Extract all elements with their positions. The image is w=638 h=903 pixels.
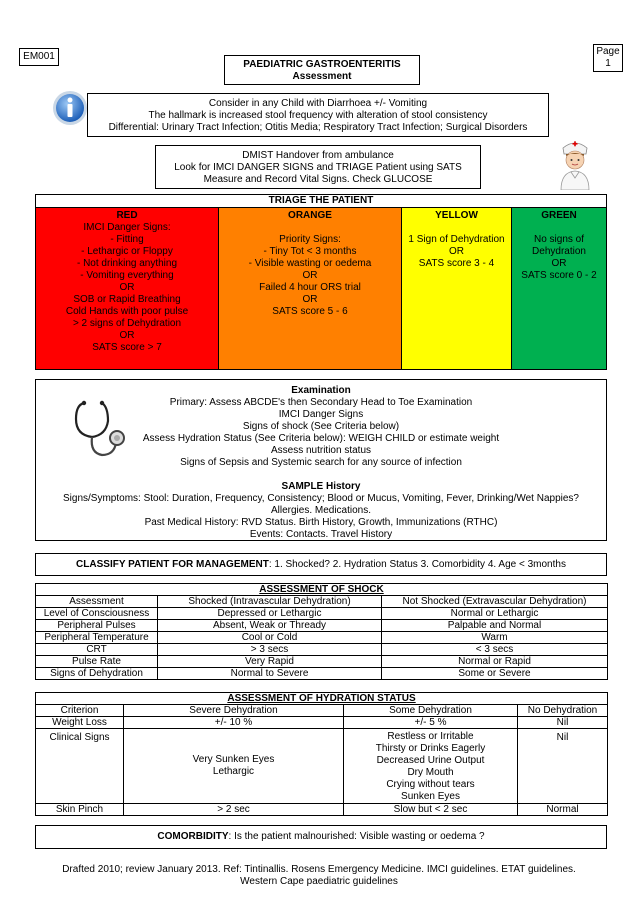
triage-red-line: IMCI Danger Signs: <box>83 222 171 233</box>
triage-orange-line: Failed 4 hour ORS trial <box>259 282 361 293</box>
shock-cell: Signs of Dehydration <box>36 668 158 680</box>
comorbidity-label: COMORBIDITY <box>157 831 229 842</box>
triage-green-line: SATS score 0 - 2 <box>521 270 597 281</box>
table-row <box>36 644 608 656</box>
examination-line: Signs of Sepsis and Systemic search for any source of infection <box>180 457 462 468</box>
hydration-cell <box>124 729 344 804</box>
footer <box>0 864 638 888</box>
clinical-some-line: Decreased Urine Output <box>376 755 485 766</box>
triage-orange-line: OR <box>302 270 318 281</box>
clinical-some-line: Sunken Eyes <box>401 791 460 802</box>
handover-line-1: DMIST Handover from ambulance <box>242 150 394 161</box>
triage-orange-line: SATS score 5 - 6 <box>272 306 348 317</box>
triage-red-line: OR <box>119 330 135 341</box>
triage-orange-line: OR <box>302 294 318 305</box>
intro-line-1: Consider in any Child with Diarrhoea +/- Vomiting <box>208 98 428 109</box>
triage-yellow-line: 1 Sign of Dehydration <box>408 234 505 245</box>
triage-orange-heading: ORANGE <box>288 210 332 221</box>
shock-cell: > 3 secs <box>158 644 382 656</box>
table-row <box>36 804 608 816</box>
shock-cell: Pulse Rate <box>36 656 158 668</box>
shock-cell: Normal to Severe <box>158 668 382 680</box>
shock-header: Not Shocked (Extravascular Dehydration) <box>382 596 608 608</box>
triage-title: TRIAGE THE PATIENT <box>36 195 606 208</box>
table-row <box>36 705 608 717</box>
nurse-icon <box>555 138 595 190</box>
hydration-cell <box>344 729 518 804</box>
shock-cell: CRT <box>36 644 158 656</box>
page-title: PAEDIATRIC GASTROENTERITIS <box>243 59 401 70</box>
classify-label: CLASSIFY PATIENT FOR MANAGEMENT <box>76 559 269 570</box>
triage-orange <box>219 208 402 369</box>
handover-line-3: Measure and Record Vital Signs. Check GLUCOSE <box>203 174 433 185</box>
table-row <box>36 584 608 596</box>
triage-section <box>35 194 607 370</box>
hydration-header: Severe Dehydration <box>124 705 344 717</box>
triage-green <box>512 208 606 369</box>
hydration-cell: Clinical Signs <box>36 729 124 804</box>
intro-box <box>87 93 549 137</box>
handover-box <box>155 145 481 189</box>
triage-red-line: SOB or Rapid Breathing <box>73 294 181 305</box>
comorbidity-box <box>35 825 607 849</box>
triage-red-line: - Not drinking anything <box>76 258 178 269</box>
sample-line: Past Medical History: RVD Status. Birth History, Growth, Immunizations (RTHC) <box>144 517 498 528</box>
examination-line: Primary: Assess ABCDE's then Secondary Head to Toe Examination <box>169 397 473 408</box>
hydration-cell: Weight Loss <box>36 717 124 729</box>
hydration-header: Criterion <box>36 705 124 717</box>
hydration-header: Some Dehydration <box>344 705 518 717</box>
clinical-some-line: Restless or Irritable <box>387 731 474 742</box>
stethoscope-icon <box>66 397 130 461</box>
clinical-some-line: Dry Mouth <box>407 767 454 778</box>
shock-cell: Depressed or Lethargic <box>158 608 382 620</box>
triage-orange-line: Priority Signs: <box>279 234 341 245</box>
clinical-severe-line: Very Sunken Eyes <box>192 754 275 765</box>
triage-red-line: - Vomiting everything <box>80 270 174 281</box>
triage-yellow-line: OR <box>449 246 464 257</box>
info-icon <box>52 90 88 126</box>
table-row <box>36 596 608 608</box>
examination-line: IMCI Danger Signs <box>278 409 364 420</box>
triage-yellow <box>402 208 512 369</box>
shock-title: ASSESSMENT OF SHOCK <box>36 584 608 596</box>
table-row <box>36 729 608 804</box>
triage-orange-line: - Visible wasting or oedema <box>248 258 372 269</box>
shock-header: Assessment <box>36 596 158 608</box>
page-indicator <box>593 44 623 72</box>
table-row <box>36 632 608 644</box>
comorbidity-text: : Is the patient malnourished: Visible wasting or oedema ? <box>228 831 485 842</box>
triage-red-line: - Fitting <box>110 234 144 245</box>
examination-title: Examination <box>291 385 351 396</box>
hydration-cell: Normal <box>518 804 608 816</box>
table-row <box>36 717 608 729</box>
sample-line: Signs/Symptoms: Stool: Duration, Frequency, Consistency; Blood or Mucus, Vomiting, Fever, Drinking/Wet Nappies? <box>63 493 579 504</box>
clinical-some-line: Crying without tears <box>386 779 475 790</box>
clinical-severe-line: Lethargic <box>212 766 255 777</box>
doc-code <box>19 48 59 66</box>
hydration-cell: Nil <box>518 717 608 729</box>
triage-red-line: SATS score > 7 <box>92 342 162 353</box>
shock-cell: Palpable and Normal <box>382 620 608 632</box>
triage-columns <box>36 208 606 369</box>
triage-green-line: OR <box>551 258 567 269</box>
triage-orange-line: - Tiny Tot < 3 months <box>263 246 357 257</box>
examination-line: Assess nutrition status <box>270 445 372 456</box>
hydration-cell: Skin Pinch <box>36 804 124 816</box>
triage-green-line: No signs of <box>533 234 585 245</box>
shock-cell: Absent, Weak or Thready <box>158 620 382 632</box>
shock-cell: Cool or Cold <box>158 632 382 644</box>
shock-cell: Very Rapid <box>158 656 382 668</box>
shock-header: Shocked (Intravascular Dehydration) <box>158 596 382 608</box>
shock-cell: Normal or Lethargic <box>382 608 608 620</box>
footer-line: Drafted 2010; review January 2013. Ref: Tintinallis. Rosens Emergency Medicine. IMCI guidelines. ETAT guidelines. <box>62 864 576 875</box>
footer-line: Western Cape paediatric guidelines <box>240 876 398 887</box>
classify-box <box>35 553 607 576</box>
shock-table <box>35 583 608 680</box>
table-row <box>36 693 608 705</box>
title-box <box>224 55 420 85</box>
examination-line: Assess Hydration Status (See Criteria below): WEIGH CHILD or estimate weight <box>142 433 500 444</box>
hydration-cell: > 2 sec <box>124 804 344 816</box>
triage-green-heading: GREEN <box>541 210 577 221</box>
table-row <box>36 668 608 680</box>
hydration-cell: Slow but < 2 sec <box>344 804 518 816</box>
triage-red-line: OR <box>119 282 135 293</box>
page-number: 1 <box>605 58 611 69</box>
intro-line-3: Differential: Urinary Tract Infection; Otitis Media; Respiratory Tract Infection; Surgical Disorders <box>108 122 528 133</box>
triage-red-line: - Lethargic or Floppy <box>81 246 173 257</box>
hydration-header: No Dehydration <box>518 705 608 717</box>
table-row <box>36 656 608 668</box>
triage-red-heading: RED <box>116 210 138 221</box>
shock-cell: < 3 secs <box>382 644 608 656</box>
sample-history-title: SAMPLE History <box>281 481 361 492</box>
sample-line: Events: Contacts. Travel History <box>249 529 393 540</box>
classify-text: : 1. Shocked? 2. Hydration Status 3. Comorbidity 4. Age < 3months <box>268 559 566 570</box>
triage-yellow-heading: YELLOW <box>435 210 478 221</box>
hydration-cell: +/- 10 % <box>124 717 344 729</box>
triage-orange-line <box>219 222 401 234</box>
shock-cell: Warm <box>382 632 608 644</box>
examination-line: Signs of shock (See Criteria below) <box>242 421 400 432</box>
hydration-cell: Nil <box>518 729 608 804</box>
doc-code-text: EM001 <box>23 51 55 62</box>
triage-yellow-line: SATS score 3 - 4 <box>418 258 495 269</box>
spacer <box>36 469 606 481</box>
triage-green-line: Dehydration <box>532 246 586 257</box>
page-label: Page <box>596 46 620 57</box>
page-subtitle: Assessment <box>292 71 352 82</box>
triage-yellow-line <box>402 222 511 234</box>
handover-line-2: Look for IMCI DANGER SIGNS and TRIAGE Patient using SATS <box>174 162 462 173</box>
triage-green-line <box>512 222 606 234</box>
shock-cell: Peripheral Pulses <box>36 620 158 632</box>
intro-line-2: The hallmark is increased stool frequency with alteration of stool consistency <box>148 110 488 121</box>
table-row <box>36 608 608 620</box>
shock-cell: Some or Severe <box>382 668 608 680</box>
triage-red-line: Cold Hands with poor pulse <box>65 306 189 317</box>
shock-cell: Peripheral Temperature <box>36 632 158 644</box>
clinical-some-line: Thirsty or Drinks Eagerly <box>375 743 486 754</box>
triage-red-line: > 2 signs of Dehydration <box>72 318 182 329</box>
hydration-title: ASSESSMENT OF HYDRATION STATUS <box>36 693 608 705</box>
sample-line: Allergies. Medications. <box>270 505 372 516</box>
shock-cell: Normal or Rapid <box>382 656 608 668</box>
hydration-table <box>35 692 608 816</box>
table-row <box>36 620 608 632</box>
hydration-cell: +/- 5 % <box>344 717 518 729</box>
triage-red <box>36 208 219 369</box>
shock-cell: Level of Consciousness <box>36 608 158 620</box>
